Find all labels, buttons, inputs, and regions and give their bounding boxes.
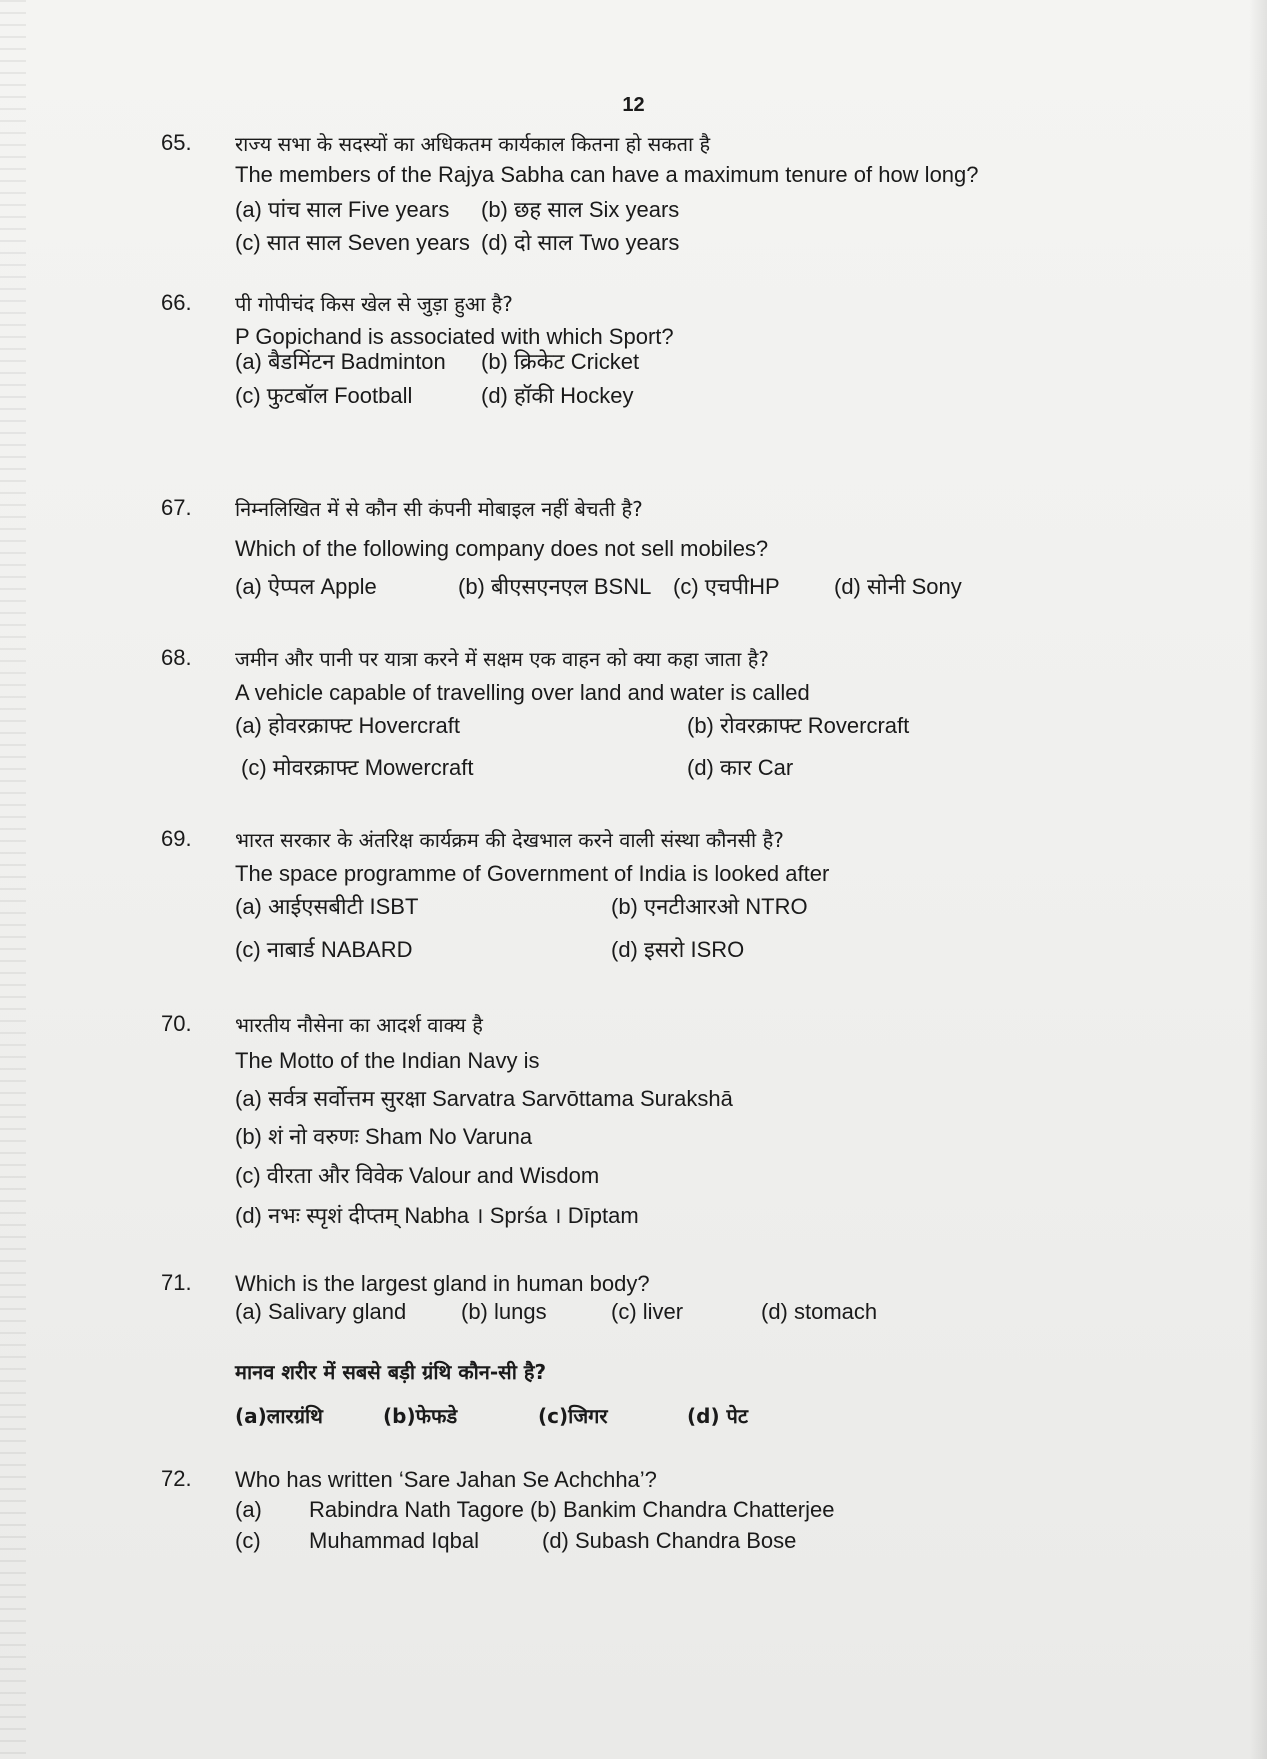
option-c: (c) liver [611, 1299, 684, 1324]
hindi-option-a: (a)लारग्रंथि [235, 1404, 323, 1428]
option-a: (a) Salivary gland [235, 1299, 407, 1324]
question-text-english: The members of the Rajya Sabha can have a maximum tenure of how long? [235, 162, 979, 187]
option-b: (b) शं नो वरुणः Sham No Varuna [235, 1124, 533, 1149]
question-text-hindi: मानव शरीर में सबसे बड़ी ग्रंथि कौन-सी है? [235, 1360, 547, 1384]
option-d: (d) stomach [761, 1299, 878, 1324]
option-d: (d) हॉकी Hockey [481, 383, 634, 408]
page-number: 12 [622, 94, 645, 116]
question-text-hindi: निम्नलिखित में से कौन सी कंपनी मोबाइल नहीं बेचती है? [235, 497, 643, 521]
option-b: (b) क्रिकेट Cricket [481, 349, 640, 374]
option-a: (a) होवरक्राफ्ट Hovercraft [235, 713, 460, 738]
option-d: (d) इसरो ISRO [611, 937, 745, 962]
option-d: (d) Subash Chandra Bose [542, 1528, 797, 1553]
option-d: (d) दो साल Two years [481, 230, 680, 255]
options-a-b: Rabindra Nath Tagore (b) Bankim Chandra Chatterjee [309, 1497, 835, 1522]
question-text-hindi: पी गोपीचंद किस खेल से जुड़ा हुआ है? [235, 292, 513, 316]
question-text-english: The space programme of Government of India is looked after [235, 861, 830, 886]
option-c: (c) नाबार्ड NABARD [235, 937, 413, 962]
hindi-option-b: (b)फेफडे [383, 1404, 458, 1428]
option-b: (b) बीएसएनएल BSNL [458, 574, 652, 599]
option-d: (d) सोनी Sony [834, 574, 962, 599]
option-c-text: Muhammad Iqbal [309, 1528, 479, 1553]
question-number: 68. [161, 645, 192, 670]
question-text-english: The Motto of the Indian Navy is [235, 1048, 540, 1073]
hindi-option-d: (d) पेट [687, 1404, 749, 1428]
option-c: (c) मोवरक्राफ्ट Mowercraft [241, 755, 474, 780]
option-letter-c: (c) [235, 1528, 261, 1553]
option-d: (d) नभः स्पृशं दीप्तम् Nabha । Sprśa । Dīptam [235, 1203, 639, 1228]
question-number: 66. [161, 290, 192, 315]
option-a: (a) सर्वत्र सर्वोत्तम सुरक्षा Sarvatra Sarvōttama Surakshā [235, 1086, 733, 1111]
question-number: 65. [161, 130, 192, 155]
option-a: (a) ऐप्पल Apple [235, 574, 377, 599]
question-number: 67. [161, 495, 192, 520]
hindi-option-c: (c)जिगर [538, 1404, 608, 1428]
option-b: (b) छह साल Six years [481, 197, 680, 222]
question-text-english: Which is the largest gland in human body? [235, 1271, 650, 1296]
question-text-hindi: राज्य सभा के सदस्यों का अधिकतम कार्यकाल कितना हो सकता है [235, 132, 711, 156]
question-text-hindi: भारत सरकार के अंतरिक्ष कार्यक्रम की देखभाल करने वाली संस्था कौनसी है? [235, 828, 784, 852]
question-text-english: Who has written ‘Sare Jahan Se Achchha’? [235, 1467, 657, 1492]
option-c: (c) वीरता और विवेक Valour and Wisdom [235, 1163, 600, 1188]
option-b: (b) रोवरक्राफ्ट Rovercraft [687, 713, 910, 738]
question-number: 71. [161, 1270, 192, 1295]
question-number: 72. [161, 1466, 192, 1491]
question-text-english: P Gopichand is associated with which Sport? [235, 324, 674, 349]
option-b: (b) lungs [461, 1299, 547, 1324]
option-a: (a) पांच साल Five years [235, 197, 450, 222]
question-number: 69. [161, 826, 192, 851]
question-text-english: A vehicle capable of travelling over land and water is called [235, 680, 810, 705]
option-b: (b) एनटीआरओ NTRO [611, 894, 808, 919]
question-number: 70. [161, 1011, 192, 1036]
option-a: (a) बैडमिंटन Badminton [235, 349, 446, 374]
option-a: (a) आईएसबीटी ISBT [235, 894, 419, 919]
question-text-hindi: जमीन और पानी पर यात्रा करने में सक्षम एक वाहन को क्या कहा जाता है? [235, 647, 769, 671]
question-text-hindi: भारतीय नौसेना का आदर्श वाक्य है [235, 1013, 483, 1037]
scan-binding-edge [0, 0, 26, 1759]
question-text-english: Which of the following company does not sell mobiles? [235, 536, 769, 561]
option-c: (c) फुटबॉल Football [235, 383, 413, 408]
option-c: (c) सात साल Seven years [235, 230, 470, 255]
option-d: (d) कार Car [687, 755, 794, 780]
option-letter-a: (a) [235, 1497, 262, 1522]
option-c: (c) एचपीHP [673, 574, 780, 599]
